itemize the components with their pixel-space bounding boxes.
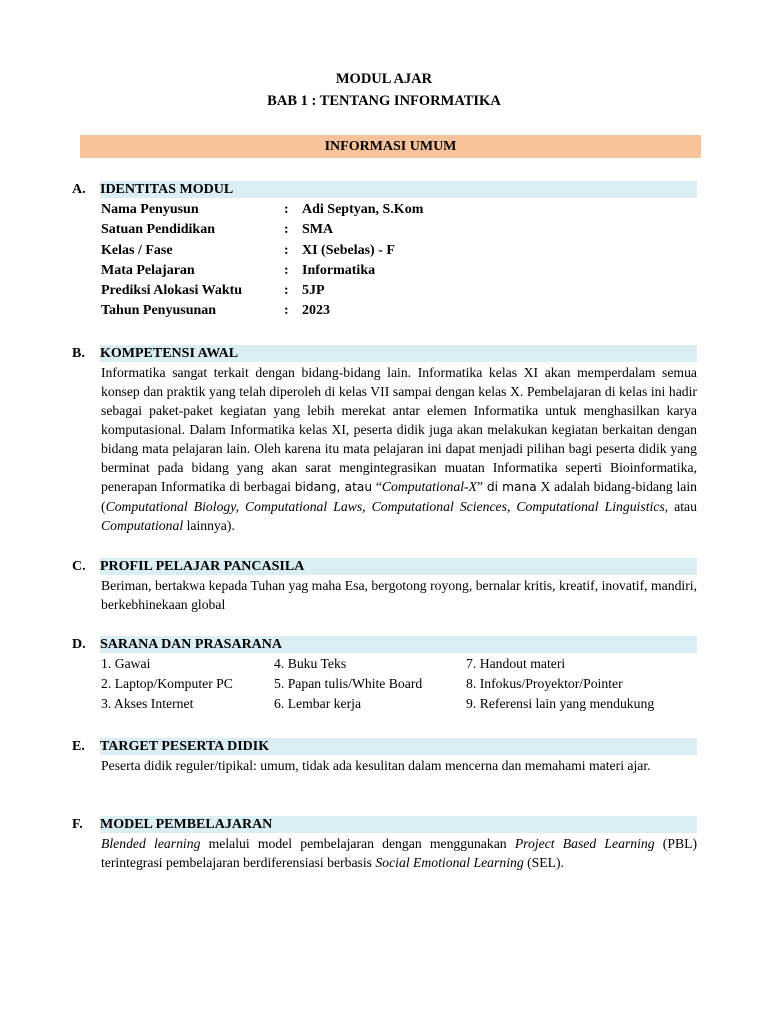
identity-key: Prediksi Alokasi Waktu <box>101 283 243 299</box>
profil-paragraph: Beriman, bertakwa kepada Tuhan yag maha Esa, bergotong royong, bernalar kritis, kreatif, inovatif, mandiri, berkebhinekaan global <box>101 578 697 612</box>
paragraph-text: di mana <box>486 480 537 494</box>
identity-key: Tahun Penyusunan <box>101 303 217 319</box>
model-paragraph <box>101 834 697 872</box>
paragraph-text: melalui model pembelajaran dengan menggunakan <box>208 836 507 851</box>
paragraph-text: , atau <box>664 499 697 514</box>
section-title: TARGET PESERTA DIDIK <box>100 738 697 755</box>
section-header <box>72 345 697 362</box>
paragraph-text: Informatika sangat terkait dengan bidang-bidang lain. Informatika kelas XI akan memperdalam semua konsep dan praktik yang telah diperoleh di kelas VII sampai dengan kelas X. Pembelajaran di kelas ini hadir sebagai paket-paket kegiatan yang lebih merekat antar elemen Informatika untuk menghasilkan karya komputasional. Dalam Informatika kelas XI, peserta didik juga akan melakukan kegiatan berkaitan dengan bidang mata pelajaran lain. Oleh karena itu mata pelajaran ini dapat menjadi pilihan bagi peserta didik yang berminat pada bidang yang akan sarat mengintegrasikan muatan Informatika seperti Bioinformatika, penerapan Informatika di berbagai <box>101 365 697 494</box>
italic-term: Computational-X <box>381 479 477 494</box>
sarana-list <box>101 654 697 714</box>
italic-term: Project Based Learning <box>514 836 655 851</box>
section-target-peserta <box>72 738 697 775</box>
document-title: MODUL AJAR <box>335 71 433 87</box>
list-item: 9. Referensi lain yang mendukung <box>466 696 655 711</box>
section-letter: B. <box>72 345 85 361</box>
identity-key: Kelas / Fase <box>101 242 173 258</box>
identity-colon: : <box>284 222 289 238</box>
identity-row <box>101 200 697 220</box>
section-identitas-modul <box>72 181 697 322</box>
list-item: 3. Akses Internet <box>101 696 194 711</box>
paragraph-text: X adalah bidang-bidang lain ( <box>101 479 698 514</box>
section-letter: F. <box>72 816 83 832</box>
section-profil-pelajar <box>72 558 697 614</box>
identity-colon: : <box>284 202 289 217</box>
open-quote: “ <box>375 479 382 494</box>
list-item: 2. Laptop/Komputer PC <box>101 676 233 691</box>
section-title: PROFIL PELAJAR PANCASILA <box>100 558 697 575</box>
section-letter: C. <box>72 558 86 574</box>
identity-row <box>101 261 697 281</box>
paragraph-text: (SEL). <box>527 855 564 870</box>
section-header <box>72 738 697 755</box>
section-letter: A. <box>72 181 86 197</box>
identity-colon: : <box>284 262 289 278</box>
list-item: 8. Infokus/Proyektor/Pointer <box>466 676 623 691</box>
paragraph-text: (PBL) terintegrasi pembelajaran berdiferensiasi berbasis <box>101 836 698 870</box>
document-subtitle: BAB 1 : TENTANG INFORMATIKA <box>267 93 501 109</box>
section-letter: E. <box>72 738 85 754</box>
italic-term: Computational <box>101 518 184 533</box>
section-sarana-prasarana <box>72 636 697 714</box>
section-title: MODEL PEMBELAJARAN <box>100 816 697 833</box>
identity-table <box>101 200 697 322</box>
italic-term: Social Emotional Learning <box>375 855 524 870</box>
list-item: 1. Gawai <box>101 656 151 671</box>
target-paragraph: Peserta didik reguler/tipikal: umum, tidak ada kesulitan dalam mencerna dan memahami materi ajar. <box>101 758 651 773</box>
identity-colon: : <box>284 283 289 299</box>
identity-row <box>101 220 697 240</box>
identity-key: Satuan Pendidikan <box>101 222 215 238</box>
list-item: 4. Buku Teks <box>274 656 347 671</box>
identity-value: 2023 <box>302 303 330 319</box>
section-title: SARANA DAN PRASARANA <box>100 636 697 653</box>
close-quote: ” <box>476 479 484 494</box>
paragraph-text: lainnya). <box>186 518 235 533</box>
identity-value: Informatika <box>302 262 376 278</box>
section-kompetensi-awal <box>72 345 697 535</box>
identity-key: Nama Penyusun <box>101 202 199 217</box>
identity-value: SMA <box>302 222 334 238</box>
list-item: 6. Lembar kerja <box>274 696 362 711</box>
italic-terms: Computational Biology, Computational Laws, Computational Sciences, Computational Linguistics <box>105 499 665 514</box>
section-title: KOMPETENSI AWAL <box>100 345 697 362</box>
section-letter: D. <box>72 636 86 652</box>
identity-row <box>101 301 697 321</box>
section-model-pembelajaran <box>72 816 697 872</box>
section-header <box>72 181 697 198</box>
list-item: 5. Papan tulis/White Board <box>274 676 423 691</box>
identity-colon: : <box>284 303 289 319</box>
paragraph-text: bidang, atau <box>294 480 373 494</box>
section-header <box>72 636 697 653</box>
section-header <box>72 816 697 833</box>
section-header <box>72 558 697 575</box>
identity-row <box>101 281 697 301</box>
info-banner: INFORMASI UMUM <box>80 135 701 158</box>
identity-row <box>101 241 697 261</box>
section-title: IDENTITAS MODUL <box>100 181 697 198</box>
list-item: 7. Handout materi <box>466 656 566 671</box>
italic-term: Blended learning <box>101 836 201 851</box>
kompetensi-paragraph <box>101 363 697 535</box>
identity-value: 5JP <box>302 283 325 299</box>
identity-key: Mata Pelajaran <box>101 262 195 278</box>
identity-value: XI (Sebelas) - F <box>302 242 395 258</box>
identity-value: Adi Septyan, S.Kom <box>302 202 424 217</box>
identity-colon: : <box>284 242 289 258</box>
